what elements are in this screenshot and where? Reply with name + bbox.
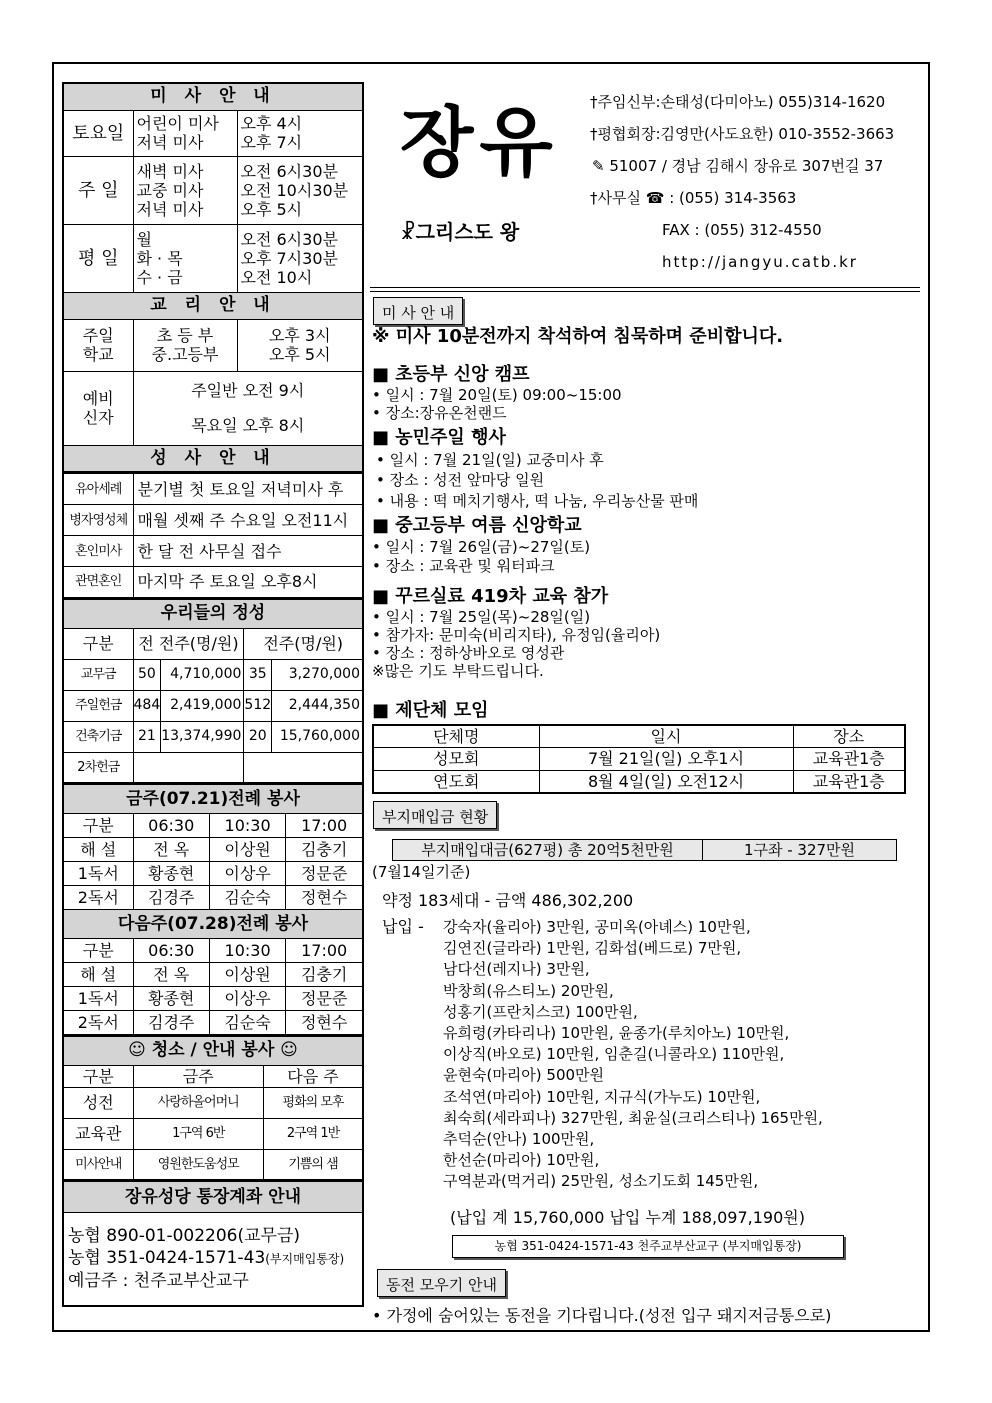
cleaning-row: 미사안내 영원한도움성모 기쁨의 샘 [63, 1149, 363, 1180]
left-column [62, 82, 364, 1307]
group-row: 성모회 7월 21일(일) 오후1시 교육관1층 [373, 747, 905, 770]
cursillo-line: • 참가자: 문미숙(비리지타), 유정임(율리아) [372, 626, 661, 644]
account-note: (부지매입통장) [265, 1252, 345, 1267]
cursillo-line: • 장소 : 정하상바오로 영성관 [372, 644, 565, 662]
service-row: 2독서 김경주 김순숙 정현수 [63, 1011, 363, 1035]
paid-line: 추덕순(안나) 100만원, [443, 1130, 595, 1149]
sacrament-label: 혼인미사 [63, 536, 133, 567]
account-line: 농협 351-0424-1571-43 [68, 1248, 266, 1269]
week-time: 오전 10시 [240, 267, 313, 287]
cleaning-header: 금주 [133, 1065, 264, 1087]
service-row: 해 설 전 옥 이상원 김충기 [63, 963, 363, 987]
sacrament-table [62, 473, 364, 599]
paid-line: 박창희(유스티노) 20만원, [443, 981, 614, 1000]
account-title: 장유성당 통장계좌 안내 [63, 1182, 363, 1213]
sat-kind: 어린이 미사 [136, 114, 219, 133]
service-header: 17:00 [286, 939, 363, 963]
mass-title: 미 사 안 내 [63, 83, 363, 110]
cleaning-row: 성전 사랑하올어머니 평화의 모후 [63, 1087, 363, 1118]
account-line: 예금주 : 천주교부산교구 [68, 1271, 249, 1292]
paid-line: 강숙자(율리아) 3만원, 공미옥(아녜스) 10만원, [443, 918, 751, 936]
service-this-table [62, 784, 364, 1036]
week-kind: 수 · 금 [136, 267, 183, 287]
paid-label: 납입 - [382, 917, 424, 936]
notice-lead: ※ 미사 10분전까지 착석하여 침묵하며 준비합니다. [372, 326, 784, 347]
council-info: †평협회장:김영만(사도요한) 010-3552-3663 [590, 125, 895, 143]
cursillo-title: ■ 꾸르실료 419차 교육 참가 [372, 586, 609, 607]
week-kind: 화 · 목 [136, 248, 183, 268]
service-next-title: 다음주(07.28)전례 봉사 [63, 910, 363, 939]
camp-line: • 일시 : 7월 20일(토) 09:00~15:00 [372, 386, 622, 404]
service-header: 10:30 [209, 939, 285, 963]
bulletin-title: 장유 [400, 98, 559, 187]
week-label: 평 일 [63, 224, 133, 292]
sat-label: 토요일 [63, 110, 133, 156]
motto: ☧그리스도 왕 [400, 220, 520, 244]
land-date: (7월14일기준) [372, 863, 471, 881]
land-total: 부지매입대금(627평) 총 20억5천만원 [393, 840, 703, 861]
sacrament-text: 마지막 주 토요일 오후8시 [133, 567, 363, 598]
land-bank: 농협 351-0424-1571-43 천주교부산교구 (부지매입통장) [452, 1235, 844, 1258]
sat-time: 오후 7시 [240, 133, 303, 152]
paid-list [443, 917, 823, 1193]
service-row: 2독서 김경주 김순숙 정현수 [63, 886, 363, 910]
paid-line: 이상직(바오로) 10만원, 임춘길(니콜라오) 110만원, [443, 1045, 785, 1064]
service-row: 해 설 전 옥 이상원 김충기 [63, 838, 363, 862]
cleaning-header: 구분 [63, 1065, 133, 1087]
service-header: 구분 [63, 939, 133, 963]
sacrament-text: 한 달 전 사무실 접수 [133, 536, 363, 567]
sacrament-label: 유아세례 [63, 474, 133, 505]
week-time: 오후 7시30분 [240, 248, 338, 268]
sacrament-text: 매월 셋째 주 수요일 오전11시 [133, 505, 363, 536]
sun-kind: 교중 미사 [136, 180, 204, 200]
grade: 중.고등부 [151, 345, 219, 364]
paid-line: 남다선(레지나) 3만원, [443, 960, 590, 979]
sacrament-title: 성 사 안 내 [63, 445, 363, 472]
coin-line: • 가정에 숨어있는 동전을 기다립니다.(성전 입구 돼지저금통으로) [372, 1306, 832, 1325]
farm-line: • 일시 : 7월 21일(일) 교중미사 후 [376, 451, 604, 469]
group-row: 연도회 8월 4일(일) 오전12시 교육관1층 [373, 770, 905, 793]
school-line: • 일시 : 7월 26일(금)~27일(토) [372, 538, 591, 556]
account-line: 농협 890-01-002206(교무금) [68, 1226, 301, 1247]
sun-kind: 새벽 미사 [136, 161, 204, 181]
paid-line: 김연진(글라라) 1만원, 김화섭(베드로) 7만원, [443, 939, 742, 958]
service-header: 구분 [63, 814, 133, 838]
divider [370, 287, 920, 288]
camp-title: ■ 초등부 신앙 캠프 [372, 364, 530, 385]
cleaning-title: ☺ 청소 / 안내 봉사 ☺ [63, 1036, 363, 1065]
paid-line: 윤현숙(마리아) 500만원 [443, 1066, 605, 1085]
fax-info: FAX : (055) 312-4550 [662, 221, 822, 239]
sacrament-label: 관면혼인 [63, 567, 133, 598]
paid-line: 유희령(카타리나) 10만원, 윤종가(루치아노) 10만원, [443, 1024, 790, 1043]
service-header: 06:30 [133, 814, 209, 838]
land-unit: 1구좌 - 327만원 [703, 840, 897, 861]
sunday-school-label: 주일 학교 [63, 319, 133, 371]
office-info: †사무실 ☎ : (055) 314-3563 [590, 189, 797, 207]
offering-header: 구분 [63, 628, 133, 659]
offering-header: 전주(명/원) [244, 628, 363, 659]
pre-label: 예비 신자 [63, 371, 133, 445]
priest-info: †주임신부:손태성(다미아노) 055)314-1620 [590, 93, 886, 111]
sacrament-label: 병자영성체 [63, 505, 133, 536]
school-title: ■ 중고등부 여름 신앙학교 [372, 515, 582, 536]
offering-header: 전 전주(명/원) [133, 628, 244, 659]
coin-tab: 동전 모우기 안내 [377, 1269, 506, 1297]
school-line: • 장소 : 교육관 및 워터파크 [372, 557, 555, 575]
sacrament-text: 분기별 첫 토요일 저녁미사 후 [133, 474, 363, 505]
mass-table [62, 82, 364, 473]
week-time: 오전 6시30분 [240, 229, 338, 249]
mass-notice-tab: 미 사 안 내 [373, 297, 463, 325]
grade-time: 오후 3시 [268, 326, 331, 345]
divider [370, 291, 920, 292]
group-header: 장소 [793, 725, 905, 747]
week-kind: 월 [136, 229, 152, 249]
offering-title: 우리들의 정성 [63, 599, 363, 628]
sat-time: 오후 4시 [240, 114, 303, 133]
farm-line: • 장소 : 성전 앞마당 일원 [376, 471, 545, 489]
offering-row: 주일헌금 484 2,419,000 512 2,444,350 [63, 690, 363, 721]
camp-line: • 장소:장유온천랜드 [372, 404, 507, 422]
service-header: 06:30 [133, 939, 209, 963]
group-title: ■ 제단체 모임 [372, 700, 489, 721]
paid-line: 조석연(마리아) 10만원, 지규식(가누도) 10만원, [443, 1087, 761, 1106]
group-header: 단체명 [373, 725, 539, 747]
sat-kind: 저녁 미사 [136, 133, 204, 152]
cleaning-table [62, 1036, 364, 1182]
service-header: 17:00 [286, 814, 363, 838]
cleaning-row: 교육관 1구역 6반 2구역 1반 [63, 1118, 363, 1149]
land-box [392, 839, 897, 861]
sun-time: 오전 10시30분 [240, 180, 349, 200]
offering-table [62, 599, 364, 785]
pre-time: 목요일 오후 8시 [191, 416, 305, 435]
service-row: 1독서 황종현 이상우 정문준 [63, 987, 363, 1011]
address-info: ✎ 51007 / 경남 김해시 장유로 307번길 37 [592, 157, 884, 175]
offering-row: 건축기금 21 13,374,990 20 15,760,000 [63, 721, 363, 752]
group-header: 일시 [539, 725, 793, 747]
cursillo-line: • 일시 : 7월 25일(목)~28일(일) [372, 608, 591, 626]
land-pledge: 약정 183세대 - 금액 486,302,200 [382, 891, 634, 910]
paid-total: (납입 계 15,760,000 납입 누계 188,097,190원) [450, 1208, 805, 1227]
paid-line: 구역분과(먹거리) 25만원, 성소기도회 145만원, [443, 1172, 759, 1191]
catechism-title: 교 리 안 내 [63, 292, 363, 319]
account-table [62, 1181, 364, 1307]
offering-row: 교무금 50 4,710,000 35 3,270,000 [63, 659, 363, 690]
sun-kind: 저녁 미사 [136, 199, 204, 219]
sun-time: 오전 6시30분 [240, 161, 338, 181]
sun-label: 주 일 [63, 156, 133, 224]
homepage-url[interactable]: http://jangyu.catb.kr [662, 253, 858, 271]
grade-time: 오후 5시 [268, 345, 331, 364]
offering-row: 2차헌금 [63, 752, 363, 783]
land-tab: 부지매입금 현황 [373, 801, 497, 829]
farm-title: ■ 농민주일 행사 [372, 427, 506, 448]
grade: 초 등 부 [156, 326, 214, 345]
pre-time: 주일반 오전 9시 [191, 381, 305, 400]
service-this-title: 금주(07.21)전례 봉사 [63, 785, 363, 814]
paid-line: 성홍기(프란치스코) 100만원, [443, 1002, 638, 1021]
cursillo-line: ※많은 기도 부탁드립니다. [372, 662, 544, 680]
cleaning-header: 다음 주 [264, 1065, 364, 1087]
paid-line: 한선순(마리아) 10만원, [443, 1151, 600, 1170]
service-row: 1독서 황종현 이상우 정문준 [63, 862, 363, 886]
group-table [372, 724, 906, 794]
service-header: 10:30 [209, 814, 285, 838]
farm-line: • 내용 : 떡 메치기행사, 떡 나눔, 우리농산물 판매 [376, 492, 699, 510]
sun-time: 오후 5시 [240, 199, 303, 219]
paid-line: 최숙희(세라피나) 327만원, 최윤실(크리스티나) 165만원, [443, 1108, 823, 1127]
